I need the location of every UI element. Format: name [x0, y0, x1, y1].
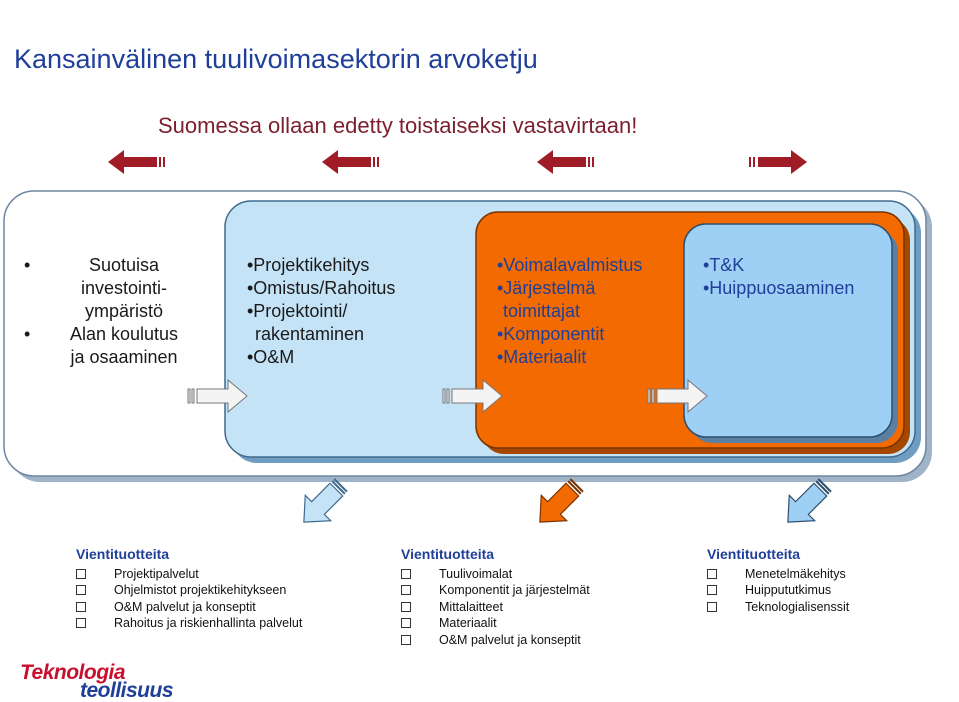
- box3-item: •Järjestelmä: [497, 278, 596, 298]
- bullet-square-icon: [707, 585, 717, 595]
- box2-item: •Omistus/Rahoitus: [247, 278, 396, 298]
- list-item: [401, 566, 590, 583]
- list-item: [401, 615, 590, 632]
- box1-line: [24, 254, 224, 277]
- bullet-square-icon: [401, 635, 411, 645]
- box2-item: •Projektointi/: [247, 301, 348, 321]
- list-item: [401, 599, 590, 616]
- list-item: [401, 582, 590, 599]
- box2-text: [247, 254, 395, 369]
- bullet-square-icon: [76, 585, 86, 595]
- box3-text: [497, 254, 642, 369]
- box4-item: •T&K: [703, 255, 745, 275]
- box1-item: investointi-: [80, 278, 168, 298]
- red-left-arrow-1: [108, 150, 165, 174]
- teknologiateollisuus-logo: [20, 661, 174, 702]
- column-heading: Vientituotteita: [707, 546, 801, 562]
- subtitle: Suomessa ollaan edetty toistaiseksi vastavirtaan!: [158, 113, 638, 138]
- box2-item: •O&M: [247, 347, 295, 367]
- column-heading: Vientituotteita: [401, 546, 495, 562]
- list-item-label: Ohjelmistot projektikehitykseen: [114, 583, 287, 597]
- box2-item: rakentaminen: [255, 324, 365, 344]
- page-title: Kansainvälinen tuulivoimasektorin arvoketju: [14, 44, 538, 74]
- box2-item: •Projektikehitys: [247, 255, 370, 275]
- list-item: [76, 566, 302, 583]
- list-item-label: Materiaalit: [439, 616, 497, 630]
- red-left-arrow-2: [322, 150, 379, 174]
- box4-text: [703, 254, 854, 300]
- box1-item: Alan koulutus: [69, 324, 179, 344]
- list-item-label: Rahoitus ja riskienhallinta palvelut: [114, 616, 303, 630]
- box1-text: [24, 254, 224, 369]
- list-item-label: O&M palvelut ja konseptit: [114, 599, 256, 614]
- list-item-label: Tuulivoimalat: [439, 566, 513, 581]
- box3-item: •Komponentit: [497, 324, 605, 344]
- bullet-square-icon: [76, 569, 86, 579]
- list-item-label: Mittalaitteet: [439, 599, 503, 614]
- red-left-arrow-3: [537, 150, 594, 174]
- box1-item: ja osaaminen: [70, 347, 178, 367]
- list-item: [401, 632, 590, 649]
- list-item-label: Komponentit ja järjestelmät: [439, 583, 590, 597]
- list-item-label: Teknologialisenssit: [745, 599, 850, 614]
- bullet-square-icon: [707, 602, 717, 612]
- bullet-square-icon: [76, 618, 86, 628]
- export-column-3: [707, 546, 849, 615]
- bullet-dot: •: [24, 255, 31, 275]
- box4-item: •Huippuosaaminen: [703, 278, 855, 298]
- list-item: [76, 582, 302, 599]
- box3-item: toimittajat: [503, 301, 581, 321]
- list-item-label: Huippututkimus: [745, 583, 832, 597]
- bullet-square-icon: [76, 602, 86, 612]
- list-item: [707, 599, 849, 616]
- box3-item: •Voimalavalmistus: [497, 255, 643, 275]
- bullet-square-icon: [401, 618, 411, 628]
- list-item: [707, 582, 849, 599]
- bullet-square-icon: [401, 585, 411, 595]
- bullet-square-icon: [707, 569, 717, 579]
- list-item: [707, 566, 849, 583]
- list-item-label: Menetelmäkehitys: [745, 566, 846, 581]
- box3-item: •Materiaalit: [497, 347, 587, 367]
- bullet-dot: •: [24, 324, 31, 344]
- box1-line: [24, 323, 224, 346]
- export-column-1: [76, 546, 302, 632]
- export-column-2: [401, 546, 590, 648]
- bullet-square-icon: [401, 602, 411, 612]
- logo-line-1: Teknologia: [20, 661, 126, 684]
- red-right-arrow: [749, 150, 807, 174]
- box1-item: Suotuisa: [88, 255, 160, 275]
- bullet-square-icon: [401, 569, 411, 579]
- list-item: [76, 599, 302, 616]
- column-heading: Vientituotteita: [76, 546, 170, 562]
- list-item: [76, 615, 302, 632]
- logo-line-2: teollisuus: [80, 679, 174, 702]
- list-item-label: Projektipalvelut: [114, 566, 199, 581]
- list-item-label: O&M palvelut ja konseptit: [439, 632, 581, 647]
- box1-item: ympäristö: [84, 301, 164, 321]
